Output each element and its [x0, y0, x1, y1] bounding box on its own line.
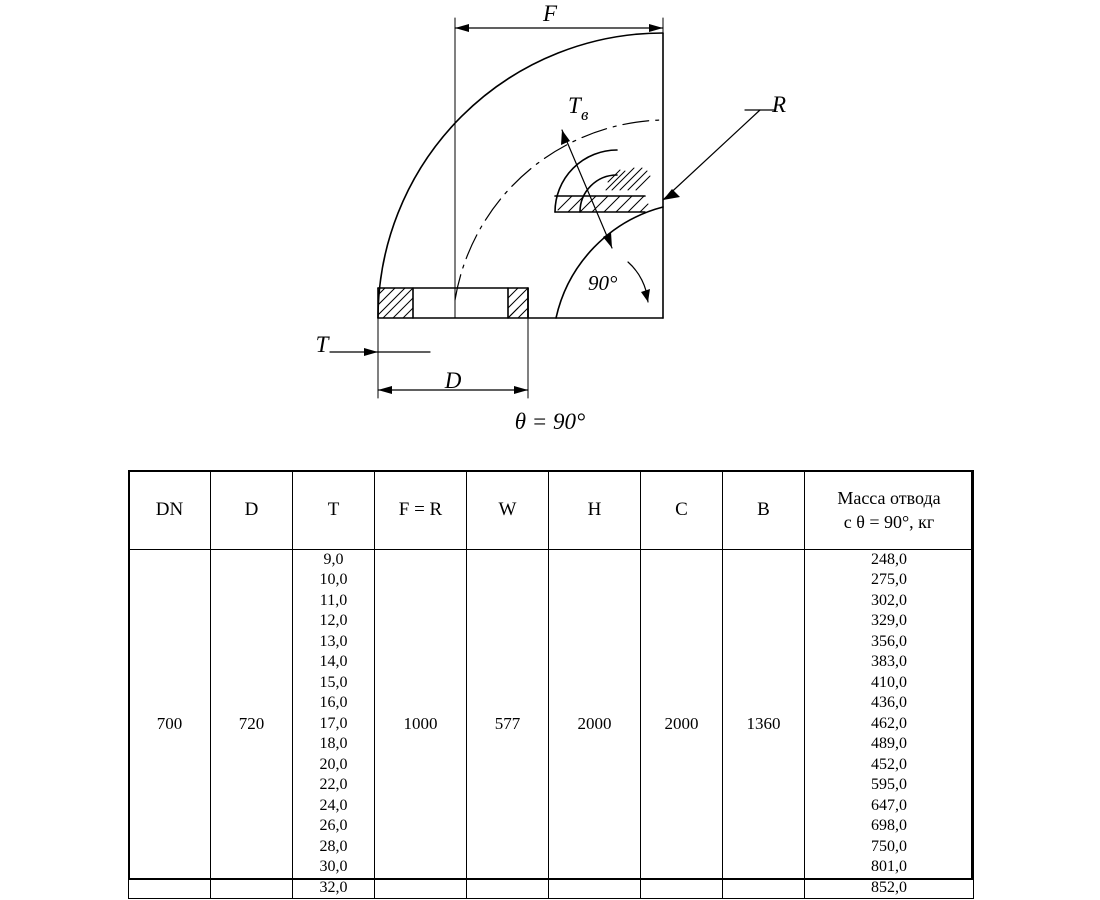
arrow-tv-bottom [603, 232, 612, 248]
mass-value: 462,0 [871, 714, 907, 732]
thickness-value: 10,0 [319, 571, 348, 589]
header-w: W [467, 471, 549, 550]
cell-dn: 700 [129, 550, 211, 899]
label-angle: 90° [588, 271, 618, 295]
table-header-row [129, 471, 974, 550]
arrow-f-right [649, 24, 663, 32]
header-f-r: F = R [375, 471, 467, 550]
label-f: F [542, 1, 558, 26]
table-row [129, 550, 974, 899]
cell-b: 1360 [723, 550, 805, 899]
mass-value: 356,0 [871, 632, 907, 650]
label-tv-sub: в [581, 105, 589, 124]
label-d: D [444, 368, 462, 393]
thickness-value: 15,0 [319, 673, 348, 691]
mass-value: 248,0 [871, 551, 907, 568]
header-mass-line1: Масса отвода [837, 487, 941, 508]
mass-value: 698,0 [871, 817, 907, 835]
mass-value: 275,0 [871, 571, 907, 589]
cell-d: 720 [211, 550, 293, 899]
thickness-value: 16,0 [319, 694, 348, 712]
arrow-d-left [378, 386, 392, 394]
thickness-value: 18,0 [319, 735, 348, 753]
mass-value: 410,0 [871, 673, 907, 691]
thickness-value: 28,0 [319, 837, 348, 855]
thickness-list [293, 550, 374, 898]
header-dn: DN [129, 471, 211, 550]
cell-mass-list [805, 550, 974, 899]
thickness-value: 11,0 [319, 591, 348, 609]
mass-value: 383,0 [871, 653, 907, 671]
mass-value: 436,0 [871, 694, 907, 712]
thickness-value: 30,0 [319, 858, 348, 876]
cell-f-r: 1000 [375, 550, 467, 899]
mass-list [805, 550, 973, 898]
cell-thickness-list [293, 550, 375, 899]
header-mass [805, 471, 974, 550]
header-h: H [549, 471, 641, 550]
thickness-value: 14,0 [319, 653, 348, 671]
hatch-right [508, 288, 528, 318]
mass-value: 302,0 [871, 591, 907, 609]
header-b: B [723, 471, 805, 550]
mass-value: 801,0 [871, 858, 907, 876]
inner-arc [556, 207, 663, 318]
mass-value: 595,0 [871, 776, 907, 794]
centerline-arc [455, 120, 663, 300]
label-theta: θ = 90° [514, 409, 586, 434]
thickness-value: 12,0 [319, 612, 348, 630]
header-mass-line2: с θ = 90°, кг [843, 512, 935, 532]
hatch-section-upper [606, 168, 650, 190]
arrow-r [663, 189, 680, 200]
section-outer-arc [555, 150, 617, 212]
dim-line-tv [562, 130, 612, 248]
header-t: T [293, 471, 375, 550]
cell-h: 2000 [549, 550, 641, 899]
thickness-value: 24,0 [319, 796, 348, 814]
thickness-value: 17,0 [319, 714, 348, 732]
arrow-t [364, 348, 378, 356]
hatch-left [378, 288, 413, 318]
thickness-value: 32,0 [319, 878, 348, 896]
header-d: D [211, 471, 293, 550]
thickness-value: 20,0 [319, 755, 348, 773]
label-r: R [772, 92, 787, 117]
cell-w: 577 [467, 550, 549, 899]
mass-value: 452,0 [871, 755, 907, 773]
thickness-value: 22,0 [319, 776, 348, 794]
mass-value: 489,0 [871, 735, 907, 753]
dim-line-r [663, 110, 760, 200]
label-tv: T [568, 93, 581, 118]
thickness-value: 26,0 [319, 817, 348, 835]
label-t: T [315, 332, 329, 357]
hatch-section-band [558, 196, 648, 212]
mass-value: 750,0 [871, 837, 907, 855]
mass-value: 647,0 [871, 796, 907, 814]
arrow-angle [641, 289, 650, 302]
cell-c: 2000 [641, 550, 723, 899]
mass-value: 852,0 [871, 878, 907, 896]
header-c: C [641, 471, 723, 550]
arrow-d-right [514, 386, 528, 394]
arrow-f-left [455, 24, 469, 32]
arrow-tv-top [561, 130, 570, 145]
thickness-value: 13,0 [319, 632, 348, 650]
mass-value: 329,0 [871, 612, 907, 630]
spec-table [128, 470, 974, 899]
thickness-value: 9,0 [323, 551, 344, 568]
